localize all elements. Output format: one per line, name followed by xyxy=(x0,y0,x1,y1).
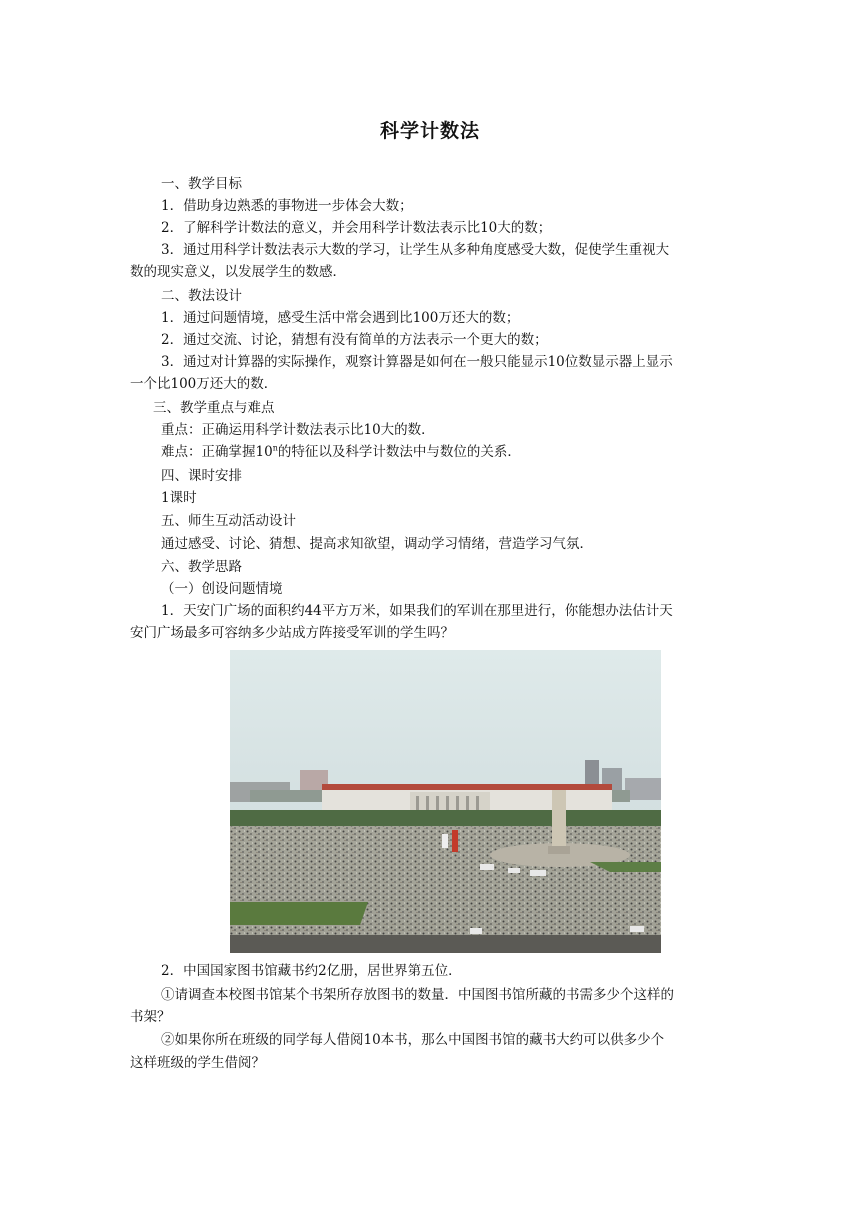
section-heading-objectives: 一、教学目标 xyxy=(161,176,242,192)
schedule-body: 1课时 xyxy=(161,490,197,506)
difficulty-point xyxy=(161,441,521,463)
section-heading-schedule: 四、课时安排 xyxy=(161,468,242,484)
question-1-continued: 安门广场最多可容纳多少站成方阵接受军训的学生吗？ xyxy=(130,625,454,641)
question-2a-continued: 书架？ xyxy=(130,1009,171,1025)
section-heading-key-points: 三、教学重点与难点 xyxy=(153,400,275,416)
exponent-n: n xyxy=(272,443,278,453)
tiananmen-square-photo xyxy=(230,650,661,953)
section-heading-methods: 二、教法设计 xyxy=(161,288,242,304)
objective-item-continued: 数的现实意义，以发展学生的数感． xyxy=(130,264,346,280)
objective-item: 1．借助身边熟悉的事物进一步体会大数； xyxy=(161,198,413,214)
subsection-heading: （一）创设问题情境 xyxy=(161,581,283,597)
objective-item: 2．了解科学计数法的意义，并会用科学计数法表示比10大的数； xyxy=(161,220,552,236)
question-2a: ①请调查本校图书馆某个书架所存放图书的数量．中国图书馆所藏的书需多少个这样的 xyxy=(161,987,674,1003)
question-1: 1．天安门广场的面积约44平方万米，如果我们的军训在那里进行，你能想办法估计天 xyxy=(161,603,673,619)
interaction-body: 通过感受、讨论、猜想、提高求知欲望，调动学习情绪，营造学习气氛． xyxy=(161,536,593,552)
method-item: 3．通过对计算器的实际操作，观察计算器是如何在一般只能显示10位数显示器上显示 xyxy=(161,354,673,370)
question-2: 2．中国国家图书馆藏书约2亿册，居世界第五位． xyxy=(161,963,462,979)
method-item: 1．通过问题情境，感受生活中常会遇到比100万还大的数； xyxy=(161,310,520,326)
difficulty-text-rest: 的特征以及科学计数法中与数位的关系． xyxy=(277,444,521,460)
method-item-continued: 一个比100万还大的数． xyxy=(130,376,278,392)
method-item: 2．通过交流、讨论，猜想有没有简单的方法表示一个更大的数； xyxy=(161,332,548,348)
question-2b-continued: 这样班级的学生借阅？ xyxy=(130,1055,265,1071)
key-point: 重点：正确运用科学计数法表示比10大的数． xyxy=(161,422,435,438)
section-heading-interaction: 五、师生互动活动设计 xyxy=(161,513,296,529)
objective-item: 3．通过用科学计数法表示大数的学习，让学生从多种角度感受大数，促使学生重视大 xyxy=(161,242,670,258)
section-heading-teaching-ideas: 六、教学思路 xyxy=(161,559,242,575)
difficulty-text: 难点：正确掌握10 xyxy=(161,444,273,460)
question-2b: ②如果你所在班级的同学每人借阅10本书，那么中国图书馆的藏书大约可以供多少个 xyxy=(161,1032,665,1048)
page-title: 科学计数法 xyxy=(379,120,480,142)
